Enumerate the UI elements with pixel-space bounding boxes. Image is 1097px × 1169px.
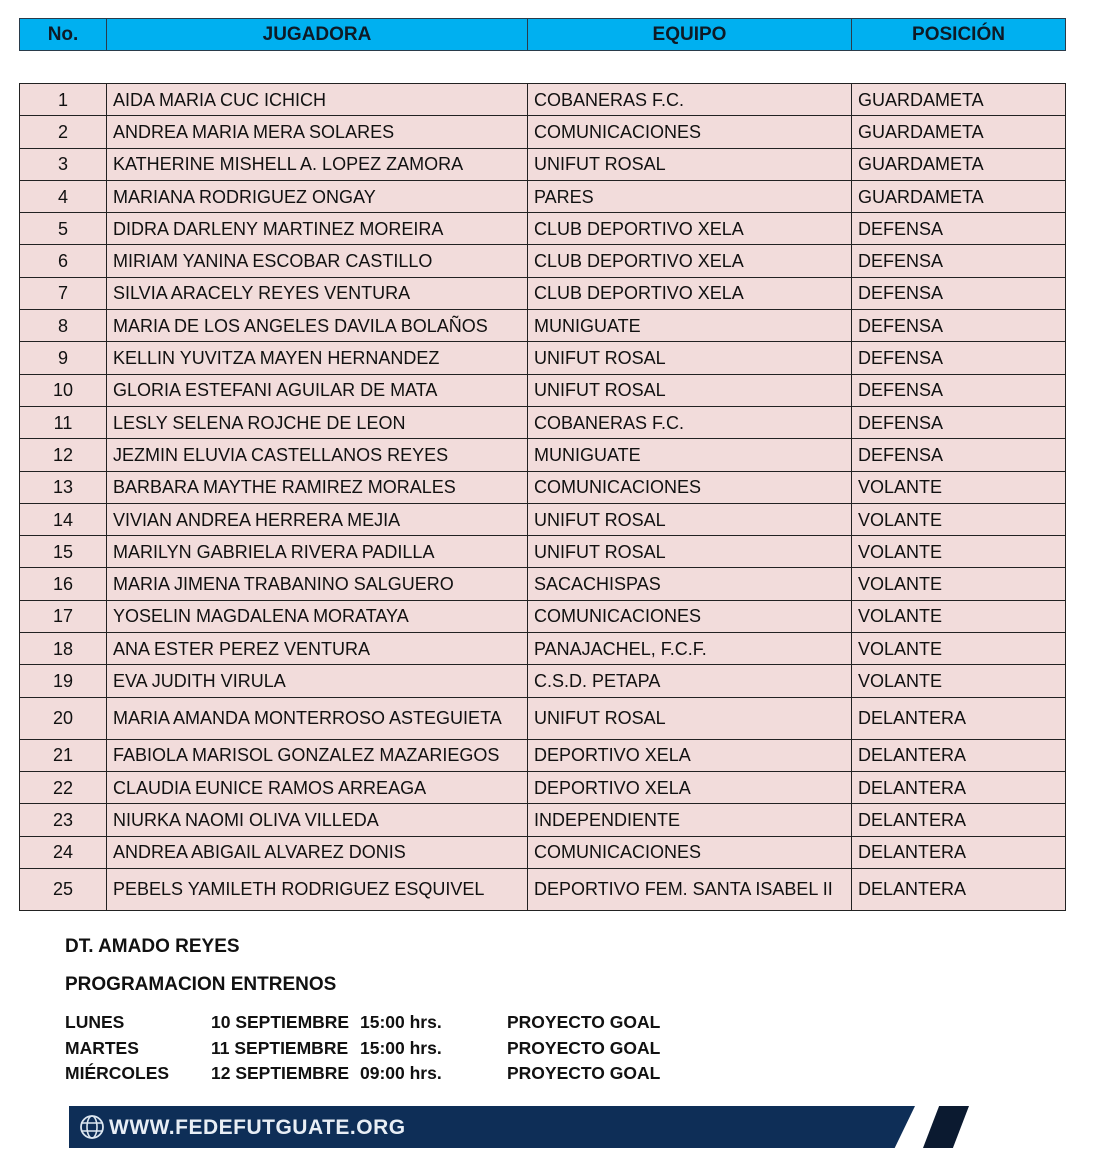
player-name: ANDREA ABIGAIL ALVAREZ DONIS: [107, 836, 528, 868]
table-row: [20, 374, 1066, 406]
player-name: PEBELS YAMILETH RODRIGUEZ ESQUIVEL: [107, 868, 528, 910]
header-team: EQUIPO: [528, 19, 852, 51]
table-row: [20, 277, 1066, 309]
player-team: UNIFUT ROSAL: [528, 697, 852, 739]
header-player: JUGADORA: [107, 19, 528, 51]
table-row: [20, 697, 1066, 739]
schedule-place: PROYECTO GOAL: [507, 1037, 661, 1058]
header-no: No.: [20, 19, 107, 51]
player-team: DEPORTIVO XELA: [528, 771, 852, 803]
schedule-date: 10 SEPTIEMBRE: [211, 1012, 350, 1032]
table-row: [20, 739, 1066, 771]
player-team: UNIFUT ROSAL: [528, 148, 852, 180]
player-name: VIVIAN ANDREA HERRERA MEJIA: [107, 503, 528, 535]
table-row: [20, 633, 1066, 665]
table-row: [20, 568, 1066, 600]
player-number: 11: [20, 406, 107, 438]
player-team: COBANERAS F.C.: [528, 406, 852, 438]
player-position: DELANTERA: [852, 868, 1066, 910]
player-position: GUARDAMETA: [852, 116, 1066, 148]
player-team: CLUB DEPORTIVO XELA: [528, 245, 852, 277]
player-number: 1: [20, 84, 107, 116]
player-team: DEPORTIVO FEM. SANTA ISABEL II: [528, 868, 852, 910]
player-number: 15: [20, 536, 107, 568]
table-row: [20, 804, 1066, 836]
player-name: LESLY SELENA ROJCHE DE LEON: [107, 406, 528, 438]
player-position: VOLANTE: [852, 633, 1066, 665]
player-position: DEFENSA: [852, 310, 1066, 342]
table-row: [20, 439, 1066, 471]
player-number: 8: [20, 310, 107, 342]
roster-header: [19, 18, 1066, 51]
player-position: DEFENSA: [852, 406, 1066, 438]
player-position: GUARDAMETA: [852, 180, 1066, 212]
player-team: UNIFUT ROSAL: [528, 342, 852, 374]
player-team: CLUB DEPORTIVO XELA: [528, 213, 852, 245]
player-number: 12: [20, 439, 107, 471]
player-name: NIURKA NAOMI OLIVA VILLEDA: [107, 804, 528, 836]
player-number: 5: [20, 213, 107, 245]
player-team: UNIFUT ROSAL: [528, 536, 852, 568]
player-number: 4: [20, 180, 107, 212]
player-position: DEFENSA: [852, 374, 1066, 406]
player-name: BARBARA MAYTHE RAMIREZ MORALES: [107, 471, 528, 503]
schedule-time: 15:00 hrs.: [360, 1012, 442, 1032]
table-row: [20, 342, 1066, 374]
player-position: VOLANTE: [852, 665, 1066, 697]
table-row: [20, 600, 1066, 632]
player-position: VOLANTE: [852, 568, 1066, 600]
table-row: [20, 536, 1066, 568]
player-team: INDEPENDIENTE: [528, 804, 852, 836]
player-number: 19: [20, 665, 107, 697]
player-number: 24: [20, 836, 107, 868]
player-name: MIRIAM YANINA ESCOBAR CASTILLO: [107, 245, 528, 277]
player-number: 9: [20, 342, 107, 374]
schedule-time: 09:00 hrs.: [360, 1063, 442, 1083]
schedule-day: MIÉRCOLES: [65, 1063, 170, 1083]
header-position: POSICIÓN: [852, 19, 1066, 51]
table-row: [20, 868, 1066, 910]
player-name: YOSELIN MAGDALENA MORATAYA: [107, 600, 528, 632]
table-row: [20, 213, 1066, 245]
schedule-day: LUNES: [65, 1012, 125, 1032]
player-number: 17: [20, 600, 107, 632]
table-row: [20, 471, 1066, 503]
table-row: [20, 180, 1066, 212]
player-number: 20: [20, 697, 107, 739]
player-name: KATHERINE MISHELL A. LOPEZ ZAMORA: [107, 148, 528, 180]
table-row: [20, 84, 1066, 116]
table-row: [20, 503, 1066, 535]
player-position: VOLANTE: [852, 600, 1066, 632]
player-team: COBANERAS F.C.: [528, 84, 852, 116]
player-number: 21: [20, 739, 107, 771]
player-team: COMUNICACIONES: [528, 471, 852, 503]
player-name: MARIANA RODRIGUEZ ONGAY: [107, 180, 528, 212]
player-team: MUNIGUATE: [528, 310, 852, 342]
player-position: DELANTERA: [852, 697, 1066, 739]
player-name: CLAUDIA EUNICE RAMOS ARREAGA: [107, 771, 528, 803]
player-position: DELANTERA: [852, 771, 1066, 803]
player-name: AIDA MARIA CUC ICHICH: [107, 84, 528, 116]
player-position: VOLANTE: [852, 503, 1066, 535]
player-number: 6: [20, 245, 107, 277]
table-row: [20, 836, 1066, 868]
player-name: FABIOLA MARISOL GONZALEZ MAZARIEGOS: [107, 739, 528, 771]
player-number: 16: [20, 568, 107, 600]
table-row: [20, 245, 1066, 277]
table-row: [20, 310, 1066, 342]
player-position: DEFENSA: [852, 245, 1066, 277]
banner-slash: [923, 1106, 969, 1148]
player-name: ANA ESTER PEREZ VENTURA: [107, 633, 528, 665]
player-team: SACACHISPAS: [528, 568, 852, 600]
player-team: MUNIGUATE: [528, 439, 852, 471]
player-position: DEFENSA: [852, 439, 1066, 471]
player-number: 23: [20, 804, 107, 836]
player-team: CLUB DEPORTIVO XELA: [528, 277, 852, 309]
player-position: DEFENSA: [852, 213, 1066, 245]
player-number: 3: [20, 148, 107, 180]
website-url[interactable]: WWW.FEDEFUTGUATE.ORG: [109, 1116, 406, 1139]
schedule-date: 12 SEPTIEMBRE: [211, 1063, 350, 1083]
player-number: 10: [20, 374, 107, 406]
player-position: VOLANTE: [852, 471, 1066, 503]
table-row: [20, 116, 1066, 148]
player-position: VOLANTE: [852, 536, 1066, 568]
player-number: 13: [20, 471, 107, 503]
player-position: DELANTERA: [852, 836, 1066, 868]
schedule-title: PROGRAMACION ENTRENOS: [65, 974, 337, 995]
table-row: [20, 665, 1066, 697]
player-name: ANDREA MARIA MERA SOLARES: [107, 116, 528, 148]
player-team: UNIFUT ROSAL: [528, 374, 852, 406]
player-position: GUARDAMETA: [852, 84, 1066, 116]
schedule-date: 11 SEPTIEMBRE: [211, 1037, 349, 1058]
player-name: JEZMIN ELUVIA CASTELLANOS REYES: [107, 439, 528, 471]
player-name: MARIA DE LOS ANGELES DAVILA BOLAÑOS: [107, 310, 528, 342]
player-position: DEFENSA: [852, 277, 1066, 309]
player-name: SILVIA ARACELY REYES VENTURA: [107, 277, 528, 309]
player-team: UNIFUT ROSAL: [528, 503, 852, 535]
player-name: DIDRA DARLENY MARTINEZ MOREIRA: [107, 213, 528, 245]
player-number: 25: [20, 868, 107, 910]
schedule-day: MARTES: [65, 1037, 139, 1058]
player-team: COMUNICACIONES: [528, 600, 852, 632]
player-team: PANAJACHEL, F.C.F.: [528, 633, 852, 665]
schedule-time: 15:00 hrs.: [360, 1037, 442, 1058]
player-number: 14: [20, 503, 107, 535]
player-name: EVA JUDITH VIRULA: [107, 665, 528, 697]
globe-icon: [79, 1114, 105, 1140]
footer-banner: [69, 1106, 969, 1150]
schedule-place: PROYECTO GOAL: [507, 1012, 661, 1032]
coach-name: DT. AMADO REYES: [65, 936, 240, 957]
table-row: [20, 148, 1066, 180]
player-name: KELLIN YUVITZA MAYEN HERNANDEZ: [107, 342, 528, 374]
schedule-place: PROYECTO GOAL: [507, 1063, 661, 1083]
player-position: GUARDAMETA: [852, 148, 1066, 180]
player-team: PARES: [528, 180, 852, 212]
player-team: COMUNICACIONES: [528, 116, 852, 148]
player-number: 2: [20, 116, 107, 148]
roster-table: [19, 83, 1066, 911]
player-number: 22: [20, 771, 107, 803]
player-team: DEPORTIVO XELA: [528, 739, 852, 771]
player-position: DEFENSA: [852, 342, 1066, 374]
player-position: DELANTERA: [852, 804, 1066, 836]
table-row: [20, 406, 1066, 438]
player-position: DELANTERA: [852, 739, 1066, 771]
player-team: COMUNICACIONES: [528, 836, 852, 868]
player-name: MARIA AMANDA MONTERROSO ASTEGUIETA: [107, 697, 528, 739]
player-name: MARILYN GABRIELA RIVERA PADILLA: [107, 536, 528, 568]
player-team: C.S.D. PETAPA: [528, 665, 852, 697]
player-name: MARIA JIMENA TRABANINO SALGUERO: [107, 568, 528, 600]
player-name: GLORIA ESTEFANI AGUILAR DE MATA: [107, 374, 528, 406]
player-number: 18: [20, 633, 107, 665]
table-row: [20, 771, 1066, 803]
player-number: 7: [20, 277, 107, 309]
